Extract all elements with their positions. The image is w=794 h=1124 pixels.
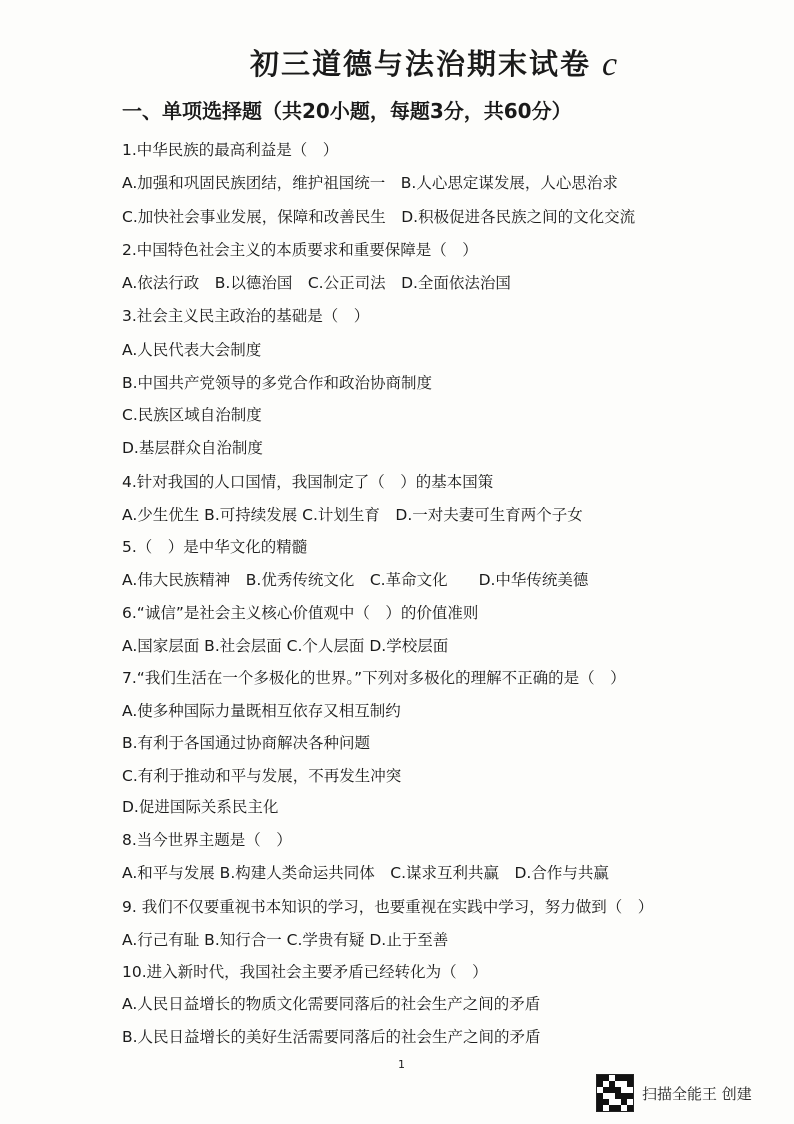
question-stem: 9. 我们不仅要重视书本知识的学习，也要重视在实践中学习，努力做到（ ） — [122, 898, 654, 916]
question-stem: 10.进入新时代，我国社会主要矛盾已经转化为（ ） — [122, 963, 488, 981]
handwritten-mark: c — [602, 46, 618, 83]
answer-option: A.少生优生 B.可持续发展 C.计划生育 D.一对夫妻可生育两个子女 — [122, 506, 583, 524]
answer-option: D.基层群众自治制度 — [122, 439, 263, 457]
answer-option: A.和平与发展 B.构建人类命运共同体 C.谋求互利共赢 D.合作与共赢 — [122, 864, 609, 882]
answer-option: B.有利于各国通过协商解决各种问题 — [122, 734, 371, 752]
answer-option: C.有利于推动和平与发展，不再发生冲突 — [122, 767, 402, 785]
question-stem: 6.“诚信”是社会主义核心价值观中（ ）的价值准则 — [122, 604, 479, 622]
question-stem: 7.“我们生活在一个多极化的世界。”下列对多极化的理解不正确的是（ ） — [122, 669, 626, 687]
answer-option: B.人民日益增长的美好生活需要同落后的社会生产之间的矛盾 — [122, 1028, 541, 1046]
page-number: 1 — [398, 1058, 405, 1071]
answer-option: C.民族区域自治制度 — [122, 406, 262, 424]
answer-option: C.加快社会事业发展，保障和改善民生 D.积极促进各民族之间的文化交流 — [122, 208, 636, 226]
question-stem: 2.中国特色社会主义的本质要求和重要保障是（ ） — [122, 241, 478, 259]
answer-option: A.依法行政 B.以德治国 C.公正司法 D.全面依法治国 — [122, 274, 511, 292]
answer-option: A.使多种国际力量既相互依存又相互制约 — [122, 702, 401, 720]
answer-option: B.中国共产党领导的多党合作和政治协商制度 — [122, 374, 433, 392]
exam-title: 初三道德与法治期末试卷 — [250, 47, 592, 81]
question-stem: 1.中华民族的最高利益是（ ） — [122, 141, 339, 159]
question-stem: 4.针对我国的人口国情，我国制定了（ ）的基本国策 — [122, 473, 494, 491]
answer-option: A.行己有耻 B.知行合一 C.学贵有疑 D.止于至善 — [122, 931, 449, 949]
answer-option: A.人民代表大会制度 — [122, 341, 262, 359]
section-heading: 一、单项选择题（共20小题，每题3分，共60分） — [122, 99, 572, 123]
question-stem: 8.当今世界主题是（ ） — [122, 831, 292, 849]
scanner-brand: 扫描全能王 创建 — [642, 1084, 752, 1103]
answer-option: D.促进国际关系民主化 — [122, 798, 279, 816]
question-stem: 5.（ ）是中华文化的精髓 — [122, 538, 308, 556]
scanner-watermark — [596, 1074, 752, 1112]
answer-option: A.国家层面 B.社会层面 C.个人层面 D.学校层面 — [122, 637, 449, 655]
answer-option: A.人民日益增长的物质文化需要同落后的社会生产之间的矛盾 — [122, 995, 541, 1013]
question-stem: 3.社会主义民主政治的基础是（ ） — [122, 307, 370, 325]
qr-code-icon — [596, 1074, 634, 1112]
answer-option: A.伟大民族精神 B.优秀传统文化 C.革命文化 D.中华传统美德 — [122, 571, 589, 589]
answer-option: A.加强和巩固民族团结，维护祖国统一 B.人心思定谋发展，人心思治求 — [122, 174, 618, 192]
